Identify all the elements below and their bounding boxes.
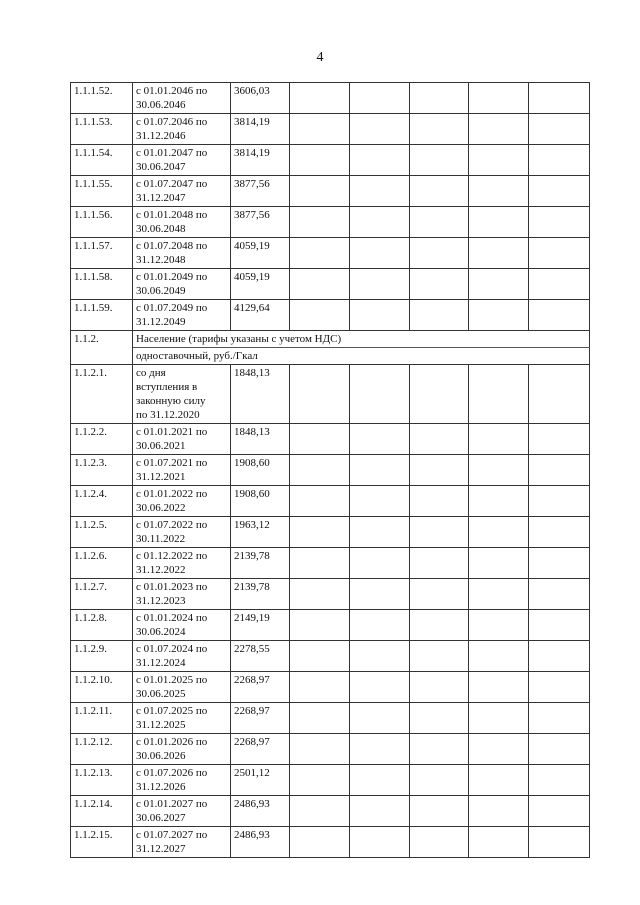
empty-cell: [350, 796, 410, 827]
empty-cell: [469, 455, 529, 486]
empty-cell: [529, 486, 590, 517]
empty-cell: [469, 300, 529, 331]
table-row: [71, 176, 590, 207]
empty-cell: [350, 207, 410, 238]
empty-cell: [529, 300, 590, 331]
empty-cell: [290, 424, 350, 455]
row-period: с 01.01.2026 по 30.06.2026: [133, 734, 231, 765]
row-period: с 01.01.2022 по 30.06.2022: [133, 486, 231, 517]
empty-cell: [350, 176, 410, 207]
table-row: [71, 207, 590, 238]
empty-cell: [469, 765, 529, 796]
row-value: 3877,56: [231, 176, 290, 207]
section-number: 1.1.2.: [71, 331, 133, 365]
empty-cell: [469, 83, 529, 114]
empty-cell: [290, 734, 350, 765]
empty-cell: [529, 114, 590, 145]
empty-cell: [410, 365, 469, 424]
empty-cell: [290, 176, 350, 207]
row-period: с 01.07.2024 по 31.12.2024: [133, 641, 231, 672]
empty-cell: [529, 83, 590, 114]
row-period: с 01.07.2021 по 31.12.2021: [133, 455, 231, 486]
row-number: 1.1.2.6.: [71, 548, 133, 579]
row-number: 1.1.2.13.: [71, 765, 133, 796]
empty-cell: [469, 365, 529, 424]
row-period: с 01.01.2027 по 30.06.2027: [133, 796, 231, 827]
table-row: [71, 238, 590, 269]
empty-cell: [290, 765, 350, 796]
empty-cell: [410, 83, 469, 114]
row-number: 1.1.2.8.: [71, 610, 133, 641]
empty-cell: [410, 207, 469, 238]
empty-cell: [529, 579, 590, 610]
row-value: 2278,55: [231, 641, 290, 672]
empty-cell: [529, 548, 590, 579]
empty-cell: [469, 269, 529, 300]
empty-cell: [410, 486, 469, 517]
empty-cell: [469, 424, 529, 455]
empty-cell: [469, 238, 529, 269]
table-row: [71, 455, 590, 486]
empty-cell: [350, 827, 410, 858]
row-value: 2139,78: [231, 548, 290, 579]
empty-cell: [410, 114, 469, 145]
table-row: [71, 517, 590, 548]
table-row: [71, 83, 590, 114]
empty-cell: [529, 455, 590, 486]
row-period: с 01.01.2047 по 30.06.2047: [133, 145, 231, 176]
table-body-rows-1-1-1: [71, 83, 590, 331]
row-value: 1848,13: [231, 365, 290, 424]
empty-cell: [290, 796, 350, 827]
row-value: 2268,97: [231, 734, 290, 765]
empty-cell: [410, 579, 469, 610]
empty-cell: [410, 269, 469, 300]
empty-cell: [410, 300, 469, 331]
empty-cell: [290, 365, 350, 424]
section-header-row-2: [71, 348, 590, 365]
section-title-line-2: одноставочный, руб./Гкал: [133, 348, 590, 365]
empty-cell: [410, 734, 469, 765]
row-period: с 01.01.2046 по 30.06.2046: [133, 83, 231, 114]
table-row: [71, 796, 590, 827]
row-number: 1.1.2.1.: [71, 365, 133, 424]
empty-cell: [469, 827, 529, 858]
empty-cell: [410, 517, 469, 548]
row-number: 1.1.2.5.: [71, 517, 133, 548]
empty-cell: [290, 238, 350, 269]
row-number: 1.1.2.15.: [71, 827, 133, 858]
row-period: с 01.07.2026 по 31.12.2026: [133, 765, 231, 796]
section-header-row: [71, 331, 590, 348]
empty-cell: [290, 300, 350, 331]
empty-cell: [469, 641, 529, 672]
empty-cell: [350, 424, 410, 455]
empty-cell: [410, 145, 469, 176]
row-value: 1963,12: [231, 517, 290, 548]
empty-cell: [350, 114, 410, 145]
row-period: с 01.07.2047 по 31.12.2047: [133, 176, 231, 207]
empty-cell: [350, 641, 410, 672]
empty-cell: [290, 486, 350, 517]
empty-cell: [469, 579, 529, 610]
empty-cell: [469, 734, 529, 765]
empty-cell: [529, 207, 590, 238]
table-row: [71, 672, 590, 703]
empty-cell: [529, 641, 590, 672]
row-value: 2486,93: [231, 827, 290, 858]
empty-cell: [410, 703, 469, 734]
row-number: 1.1.2.4.: [71, 486, 133, 517]
row-period: с 01.01.2024 по 30.06.2024: [133, 610, 231, 641]
empty-cell: [350, 517, 410, 548]
empty-cell: [469, 548, 529, 579]
table-row: [71, 300, 590, 331]
empty-cell: [469, 176, 529, 207]
empty-cell: [350, 83, 410, 114]
empty-cell: [350, 269, 410, 300]
empty-cell: [410, 672, 469, 703]
empty-cell: [529, 424, 590, 455]
empty-cell: [469, 114, 529, 145]
section-1-1-2: [71, 331, 590, 424]
empty-cell: [410, 176, 469, 207]
empty-cell: [410, 238, 469, 269]
empty-cell: [290, 517, 350, 548]
table-row: [71, 365, 590, 424]
empty-cell: [290, 703, 350, 734]
empty-cell: [290, 455, 350, 486]
row-value: 2149,19: [231, 610, 290, 641]
empty-cell: [410, 610, 469, 641]
table-row: [71, 486, 590, 517]
empty-cell: [290, 114, 350, 145]
row-value: 4059,19: [231, 238, 290, 269]
row-value: 3606,03: [231, 83, 290, 114]
row-value: 4059,19: [231, 269, 290, 300]
table-row: [71, 734, 590, 765]
table-row: [71, 269, 590, 300]
empty-cell: [350, 455, 410, 486]
empty-cell: [350, 734, 410, 765]
row-number: 1.1.2.2.: [71, 424, 133, 455]
empty-cell: [410, 548, 469, 579]
empty-cell: [529, 176, 590, 207]
table-row: [71, 610, 590, 641]
row-number: 1.1.1.58.: [71, 269, 133, 300]
row-period: с 01.07.2046 по 31.12.2046: [133, 114, 231, 145]
row-period: со дня вступления в законную силу по 31.12.2020: [133, 365, 231, 424]
empty-cell: [529, 827, 590, 858]
empty-cell: [410, 827, 469, 858]
row-period: с 01.12.2022 по 31.12.2022: [133, 548, 231, 579]
row-number: 1.1.1.52.: [71, 83, 133, 114]
row-number: 1.1.1.53.: [71, 114, 133, 145]
row-number: 1.1.1.54.: [71, 145, 133, 176]
table-row: [71, 641, 590, 672]
tariff-table: [70, 82, 590, 858]
empty-cell: [350, 765, 410, 796]
row-number: 1.1.2.12.: [71, 734, 133, 765]
row-number: 1.1.2.3.: [71, 455, 133, 486]
row-value: 2501,12: [231, 765, 290, 796]
row-period: с 01.01.2021 по 30.06.2021: [133, 424, 231, 455]
row-value: 3814,19: [231, 145, 290, 176]
row-number: 1.1.2.10.: [71, 672, 133, 703]
empty-cell: [469, 145, 529, 176]
row-period: с 01.07.2027 по 31.12.2027: [133, 827, 231, 858]
empty-cell: [290, 827, 350, 858]
empty-cell: [410, 796, 469, 827]
row-value: 1908,60: [231, 486, 290, 517]
empty-cell: [529, 269, 590, 300]
row-number: 1.1.2.11.: [71, 703, 133, 734]
empty-cell: [529, 145, 590, 176]
table-row: [71, 703, 590, 734]
section-title-line-1: Население (тарифы указаны с учетом НДС): [133, 331, 590, 348]
empty-cell: [529, 365, 590, 424]
empty-cell: [290, 207, 350, 238]
table-row: [71, 114, 590, 145]
empty-cell: [350, 486, 410, 517]
empty-cell: [350, 548, 410, 579]
empty-cell: [529, 765, 590, 796]
empty-cell: [290, 641, 350, 672]
row-period: с 01.07.2025 по 31.12.2025: [133, 703, 231, 734]
row-value: 4129,64: [231, 300, 290, 331]
empty-cell: [469, 486, 529, 517]
row-period: с 01.07.2048 по 31.12.2048: [133, 238, 231, 269]
empty-cell: [350, 300, 410, 331]
row-value: 3814,19: [231, 114, 290, 145]
empty-cell: [529, 238, 590, 269]
empty-cell: [469, 207, 529, 238]
row-number: 1.1.1.59.: [71, 300, 133, 331]
table-body-rows-1-1-2: [71, 424, 590, 858]
row-value: 3877,56: [231, 207, 290, 238]
empty-cell: [350, 238, 410, 269]
row-period: с 01.01.2025 по 30.06.2025: [133, 672, 231, 703]
empty-cell: [350, 610, 410, 641]
empty-cell: [290, 83, 350, 114]
table-row: [71, 765, 590, 796]
empty-cell: [529, 703, 590, 734]
empty-cell: [350, 365, 410, 424]
empty-cell: [469, 610, 529, 641]
page-number: 4: [316, 50, 324, 65]
empty-cell: [529, 610, 590, 641]
empty-cell: [469, 703, 529, 734]
empty-cell: [529, 734, 590, 765]
row-period: с 01.01.2049 по 30.06.2049: [133, 269, 231, 300]
row-number: 1.1.1.57.: [71, 238, 133, 269]
empty-cell: [410, 424, 469, 455]
empty-cell: [290, 579, 350, 610]
empty-cell: [350, 703, 410, 734]
row-value: 2268,97: [231, 672, 290, 703]
row-number: 1.1.1.55.: [71, 176, 133, 207]
empty-cell: [469, 517, 529, 548]
empty-cell: [410, 765, 469, 796]
row-period: с 01.01.2023 по 31.12.2023: [133, 579, 231, 610]
empty-cell: [529, 672, 590, 703]
empty-cell: [469, 672, 529, 703]
row-value: 1908,60: [231, 455, 290, 486]
empty-cell: [350, 672, 410, 703]
row-number: 1.1.1.56.: [71, 207, 133, 238]
empty-cell: [410, 641, 469, 672]
table-row: [71, 827, 590, 858]
row-period: с 01.07.2049 по 31.12.2049: [133, 300, 231, 331]
table-row: [71, 548, 590, 579]
empty-cell: [350, 579, 410, 610]
table-row: [71, 145, 590, 176]
empty-cell: [410, 455, 469, 486]
row-value: 2486,93: [231, 796, 290, 827]
row-value: 2139,78: [231, 579, 290, 610]
row-number: 1.1.2.7.: [71, 579, 133, 610]
empty-cell: [529, 796, 590, 827]
row-period: с 01.07.2022 по 30.11.2022: [133, 517, 231, 548]
table-row: [71, 579, 590, 610]
table-row: [71, 424, 590, 455]
empty-cell: [290, 269, 350, 300]
row-value: 1848,13: [231, 424, 290, 455]
empty-cell: [290, 610, 350, 641]
empty-cell: [469, 796, 529, 827]
row-value: 2268,97: [231, 703, 290, 734]
empty-cell: [290, 548, 350, 579]
row-number: 1.1.2.14.: [71, 796, 133, 827]
empty-cell: [290, 145, 350, 176]
row-period: с 01.01.2048 по 30.06.2048: [133, 207, 231, 238]
row-number: 1.1.2.9.: [71, 641, 133, 672]
empty-cell: [350, 145, 410, 176]
empty-cell: [290, 672, 350, 703]
empty-cell: [529, 517, 590, 548]
